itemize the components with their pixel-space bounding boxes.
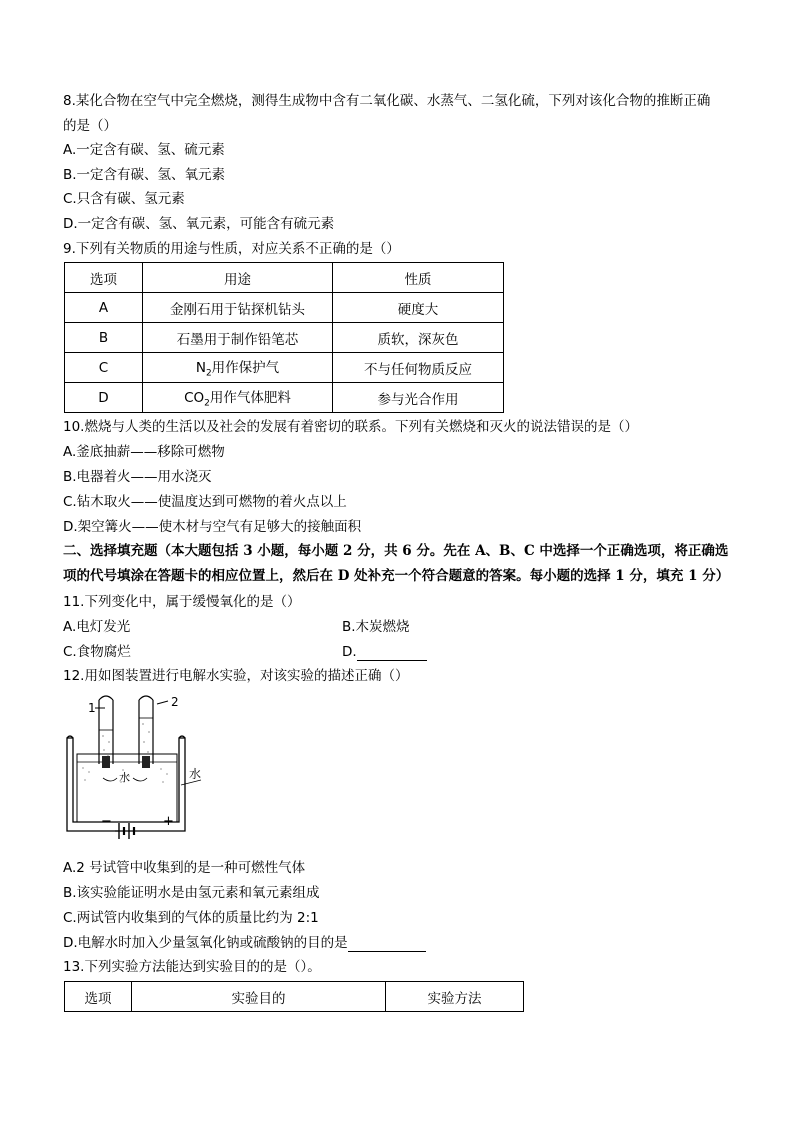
q8-option-b: B.一定含有碳、氢、氧元素 [63, 167, 226, 183]
q9-stem: 9.下列有关物质的用途与性质，对应关系不正确的是（） [63, 241, 400, 257]
minus-label: − [101, 814, 112, 829]
water-inside-pointer-right [133, 778, 147, 781]
table-row [65, 383, 504, 413]
q11-option-c: C.食物腐烂 [63, 644, 131, 660]
q8-option-c: C.只含有碳、氢元素 [63, 191, 185, 207]
q12-option-a: A.2 号试管中收集到的是一种可燃性气体 [63, 860, 306, 876]
q10-option-d: D.架空篝火——使木材与空气有足够大的接触面积 [63, 519, 362, 535]
table-cell-use: 石墨用于制作铅笔芯 [143, 323, 333, 353]
inner-vessel [77, 754, 177, 822]
table-cell-use: $N_2$用作保护气 [143, 353, 333, 383]
answer-blank [357, 646, 427, 661]
table-cell-property: 参与光合作用 [333, 383, 504, 413]
test-tube-1-top [99, 696, 113, 700]
q9-table [64, 262, 504, 413]
q13-table [64, 981, 524, 1012]
q10-stem: 10.燃烧与人类的生活以及社会的发展有着密切的联系。下列有关燃烧和灭火的说法错误的是（） [63, 419, 638, 435]
table-header-cell: 实验目的 [132, 982, 386, 1012]
table-row [65, 353, 504, 383]
water-label: 水 [189, 767, 202, 781]
q8-stem-line2: 的是（） [63, 118, 117, 134]
table-cell-option: B [65, 323, 143, 353]
q11-option-d: D. [342, 643, 427, 661]
test-tube-2-stipple [142, 723, 149, 752]
table-cell-property: 硬度大 [333, 293, 504, 323]
q11-option-b: B.木炭燃烧 [342, 619, 410, 635]
table-row [65, 323, 504, 353]
tube1-label: 1 [88, 701, 96, 715]
q10-option-c: C.钻木取火——使温度达到可燃物的着火点以上 [63, 494, 347, 510]
electrode-2 [142, 756, 150, 768]
table-cell-option: D [65, 383, 143, 413]
plus-label: + [163, 814, 174, 829]
water-inside-pointer-left [103, 778, 117, 781]
table-cell-use: $CO_2$用作气体肥料 [143, 383, 333, 413]
electrolysis-apparatus-diagram [63, 690, 203, 840]
table-cell-option: A [65, 293, 143, 323]
tube2-label: 2 [171, 695, 179, 709]
table-header-cell: 实验方法 [386, 982, 524, 1012]
table-cell-use: 金刚石用于钻探机钻头 [143, 293, 333, 323]
section2-heading-line2: 项的代号填涂在答题卡的相应位置上，然后在 D 处补充一个符合题意的答案。每小题的选择 1 分，填充 1 分） [63, 568, 730, 584]
table-header-cell: 选项 [65, 982, 132, 1012]
q10-option-a: A.釜底抽薪——移除可燃物 [63, 444, 225, 460]
q12-option-d: D.电解水时加入少量氢氧化钠或硫酸钠的目的是 [63, 934, 426, 952]
test-tube-2-top [139, 696, 153, 700]
tube2-leader-line [157, 701, 168, 704]
table-header-cell: 性质 [333, 263, 504, 293]
q8-option-a: A.一定含有碳、氢、硫元素 [63, 142, 225, 158]
table-header-cell: 选项 [65, 263, 143, 293]
table-header-cell: 用途 [143, 263, 333, 293]
q11-option-a: A.电灯发光 [63, 619, 131, 635]
electrode-1 [102, 756, 110, 768]
q12-option-c: C.两试管内收集到的气体的质量比约为 2:1 [63, 910, 319, 926]
q10-option-b: B.电器着火——用水浇灭 [63, 469, 212, 485]
q12-stem: 12.用如图装置进行电解水实验，对该实验的描述正确（） [63, 668, 409, 684]
q12-option-b: B.该实验能证明水是由氢元素和氧元素组成 [63, 885, 320, 901]
table-cell-property: 质软，深灰色 [333, 323, 504, 353]
answer-blank [348, 937, 426, 952]
q8-option-d: D.一定含有碳、氢、氧元素，可能含有硫元素 [63, 216, 335, 232]
section2-heading-line1: 二、选择填充题（本大题包括 3 小题，每小题 2 分，共 6 分。先在 A、B、C 中选择一个正确选项，将正确选 [63, 543, 729, 559]
table-row [65, 293, 504, 323]
water-inside-label: 水 [119, 771, 130, 784]
table-cell-property: 不与任何物质反应 [333, 353, 504, 383]
q11-stem: 11.下列变化中，属于缓慢氧化的是（） [63, 594, 301, 610]
q8-stem-line1: 8.某化合物在空气中完全燃烧，测得生成物中含有二氧化碳、水蒸气、二氢化硫，下列对该化合物的推断正确 [63, 93, 711, 109]
q13-stem: 13.下列实验方法能达到实验目的的是（）。 [63, 959, 321, 975]
table-header-row [65, 982, 524, 1012]
table-cell-option: C [65, 353, 143, 383]
table-header-row [65, 263, 504, 293]
test-tube-1-stipple [102, 735, 109, 756]
